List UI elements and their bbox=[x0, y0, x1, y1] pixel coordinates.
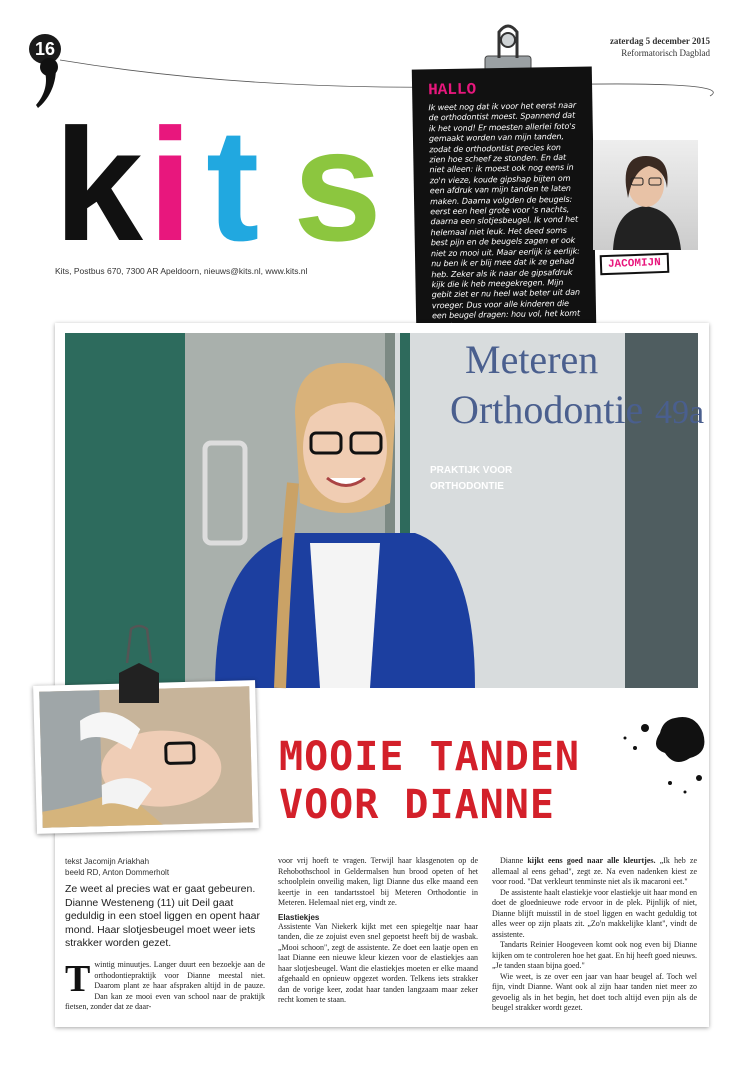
contact-address: Kits, Postbus 670, 7300 AR Apeldoorn, nieuws@kits.nl, www.kits.nl bbox=[55, 266, 308, 276]
publication-name: Reformatorisch Dagblad bbox=[621, 48, 710, 58]
hallo-text: Ik weet nog dat ik voor het eerst naar de orthodontist moest. Spannend dat ik het vond! Er moesten allerlei foto's gemaakt worden van mijn tanden, zodat de orthodontist precies kon zien hoe scheef ze stonden. En dat niet alleen: ik moest ook nog eens in zo'n vieze, koude gipshap bijten om een afdruk van mijn tanden te laten maken. Daarna volgden de beugels: eerst een heel grote voor 's nachts, daarna een slotjesbeugel. Ik vond het helemaal niet leuk. Het deed soms best pijn en de beugels zagen er ook niet zo mooi uit. Maar eerlijk is eerlijk: nu ben ik er blij mee dat ik ze gehad heb. Zeker als ik naar de gipsafdruk kijk die ik heb meegekregen. Mijn gebit ziet er nu heel wat beter uit dan vroeger. Dus voor alle kinderen die een beugel dragen: hou vol, het komt bbox=[428, 100, 581, 321]
ink-splat bbox=[615, 708, 709, 798]
hallo-note bbox=[412, 66, 596, 327]
hallo-title: HALLO bbox=[427, 80, 477, 100]
article-column-1 bbox=[65, 960, 265, 1013]
col3-paragraph-3: Tandarts Reinier Hoogeveen komt ook nog even bij Dianne kijken om te controleren hoe het gaat. En hij heeft goed nieuws. „Je tanden staan bijna goed." bbox=[492, 940, 697, 970]
article-intro: Ze weet al precies wat er gaat gebeuren. Dianne Westeneng (11) uit Deil gaat geduldig in een stoel liggen en opent haar mond. Haar slotjesbeugel moet weer iets strakker worden gezet. bbox=[65, 883, 260, 949]
date-text: zaterdag 5 december 2015 bbox=[609, 36, 710, 46]
article-title bbox=[279, 733, 580, 829]
col2-subheading: Elastiekjes bbox=[278, 912, 320, 922]
drop-cap: T bbox=[65, 958, 91, 1000]
window-text-orthodontie: Orthodontie bbox=[450, 387, 644, 432]
col1-text: wintig minuutjes. Langer duurt een bezoekje aan de orthodontiepraktijk voor Dianne meestal niet. Daarom plant ze haar afspraken altijd in de pauze. Dan kan ze mooi even van school naar de praktijk fietsen, zonder dat ze daar- bbox=[65, 960, 265, 1011]
col3-paragraph-1: Dianne kijkt eens goed naar alle kleurtjes. „Ik heb ze allemaal al eens gehad", zegt ze. Na even nadenken kiest ze voor rood. "Dat verkleurt tenminste niet als ik macaroni eet." bbox=[492, 856, 697, 886]
article-credits bbox=[65, 856, 169, 878]
binder-clip-icon bbox=[117, 623, 161, 705]
sign-line-2: ORTHODONTIE bbox=[430, 481, 504, 492]
article-column-3 bbox=[492, 856, 697, 1014]
col3-paragraph-2: De assistente haalt elastiekje voor elastiekje uit haar mond en doet de gloednieuwe rode ervoor in de plek. Pijnlijk of niet, Dianne blijft muisstil in de stoel liggen en wacht geduldig tot alles weer op zijn plaats zit. „Zo'n makkelijke klant", vindt de assistente. bbox=[492, 887, 697, 939]
col2-paragraph-1: voor vrij hoeft te vragen. Terwijl haar klasgenoten op de Rehobothschool in Geldermalsen hun brood opeten of het schoolplein onveilig maken, ligt Dianne dus elke maand een keertje in een tandartsstoel bij Meteren Orthodontie in Meteren. Helemaal niet erg, vindt ze. bbox=[278, 856, 478, 907]
article-column-2 bbox=[278, 856, 478, 1006]
inset-photo bbox=[39, 686, 252, 827]
logo-letter-s: s bbox=[293, 95, 376, 274]
sign-line-1: PRAKTIJK VOOR bbox=[430, 465, 513, 476]
credit-photo: beeld RD, Anton Dommerholt bbox=[65, 868, 170, 877]
logo-letter-t: t bbox=[206, 95, 254, 274]
author-name: JACOMIJN bbox=[600, 253, 669, 275]
col2-paragraph-2: Assistente Van Niekerk kijkt met een spiegeltje naar haar tanden, die ze zojuist even snel gepoetst heeft bij de wasbak. „Mooi schoon", zegt de assistente. Ze doet een laatje open en laat Dianne een nieuwe kleur kiezen voor de elastiekjes aan haar slotjesbeugel. Want die elastiekjes moeten er elke maand afgehaald en opnieuw opgezet worden. Telkens iets strakker dan de vorige keer, zodat haar tanden langzaam maar zeker recht komen te staan. bbox=[278, 921, 478, 1004]
credit-text: tekst Jacomijn Ariakhah bbox=[65, 857, 150, 866]
page-number: 16 bbox=[29, 34, 61, 64]
logo-letter-i: i bbox=[148, 95, 187, 274]
issue-date bbox=[610, 35, 710, 59]
title-line-2: VOOR DIANNE bbox=[279, 782, 555, 828]
window-text-meteren: Meteren bbox=[465, 337, 599, 382]
window-number: 49a bbox=[655, 394, 705, 431]
author-photo bbox=[593, 140, 698, 250]
title-line-1: MOOIE TANDEN bbox=[279, 734, 580, 780]
logo-letter-k: k bbox=[54, 95, 137, 274]
article-panel bbox=[55, 323, 709, 1027]
col3-paragraph-4: Wie weet, is ze over een jaar van haar beugel af. Toch wel fijn, vindt Dianne. Want ook al zijn haar tanden niet meer zo gevoelig als in het begin, het doet toch altijd even pijn als de beugel strakker wordt gezet. bbox=[492, 971, 697, 1012]
